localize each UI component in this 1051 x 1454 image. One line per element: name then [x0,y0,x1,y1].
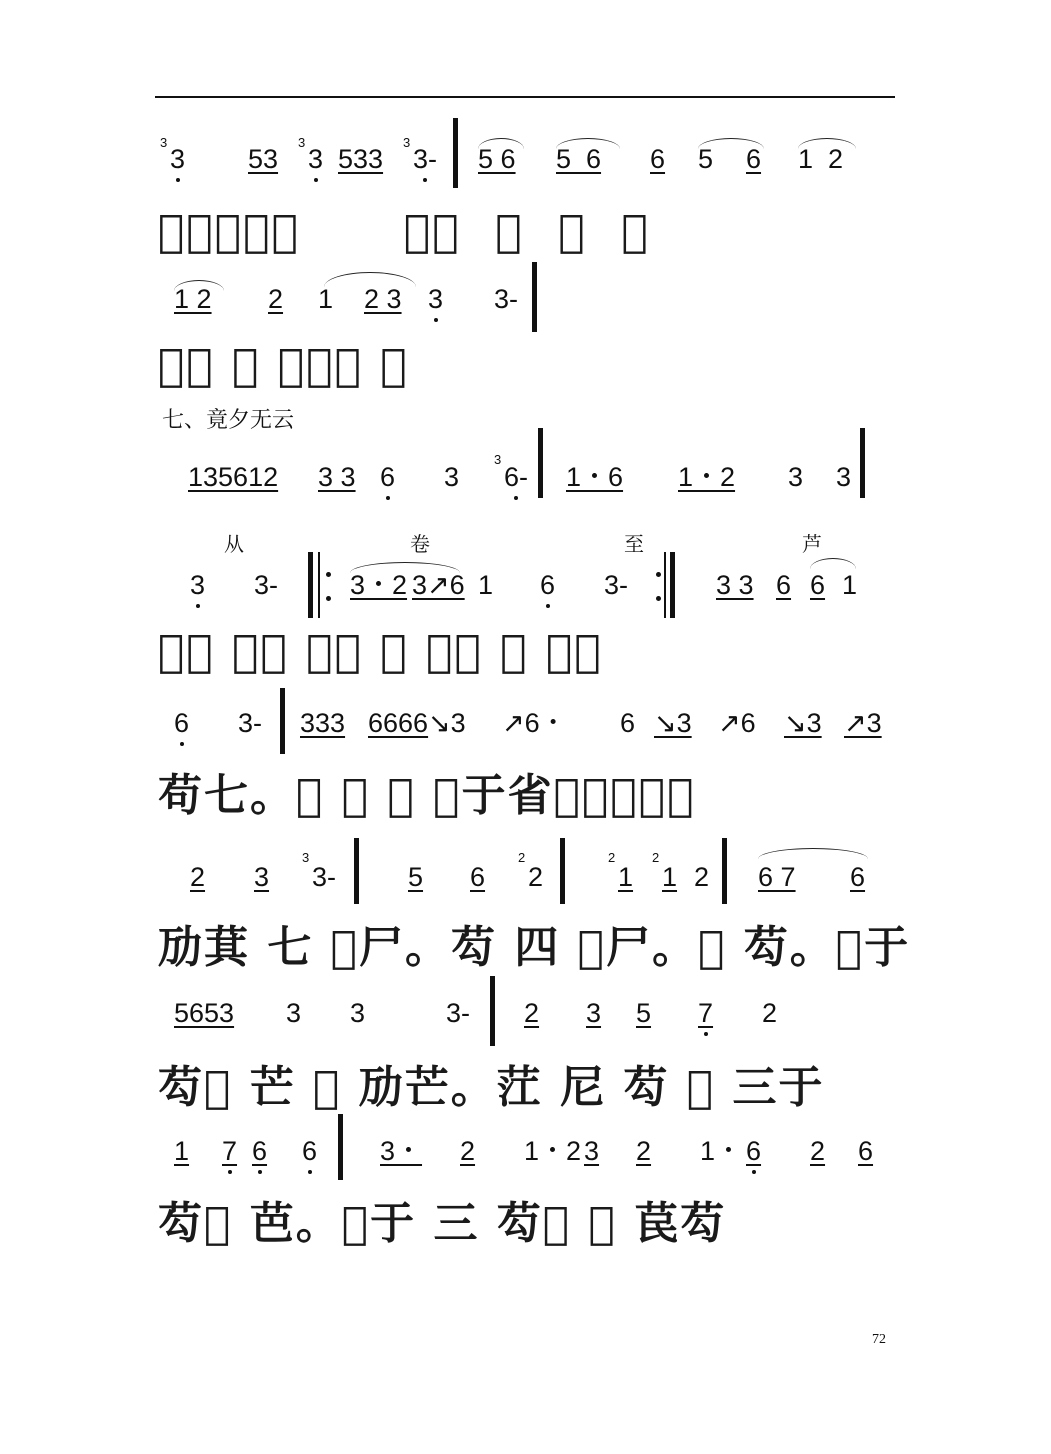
note: 5 6 [556,144,602,174]
grace-note: 3 [298,135,306,150]
note: ↗6・ [502,708,567,738]
note: 3- [238,708,263,738]
note: 3 [836,462,852,492]
note: 6 [252,1136,268,1166]
note: 3 [286,998,302,1028]
note: 2 [528,862,544,892]
barline [532,262,537,332]
note: 3 [350,998,366,1028]
note: 53 [248,144,279,174]
note: 6 [540,570,556,600]
note: 3・2 [350,570,408,600]
barline [490,976,495,1046]
note: 1 [174,1136,190,1166]
note: 3↗6 [412,570,465,600]
grace-note: 3 [403,135,411,150]
note: 2 [524,998,540,1028]
note: ↘3 [654,708,692,738]
slur [810,558,856,569]
note: 3- [446,998,471,1028]
note: 1・2 [524,1136,582,1166]
note: 2 [762,998,778,1028]
note: 6 [850,862,866,892]
slur [758,848,868,859]
tablature-row: 苟七。𫝒 𫝒 𫝒 𫆨于省𫆨𫝒𫆨𫝒𫆨 [158,770,696,821]
barline [722,838,727,904]
note: 3 [308,144,324,174]
note: 3- [254,570,279,600]
repeat-dot [326,596,331,601]
grace-note: 3 [160,135,168,150]
note: ↘3 [428,708,466,738]
lyric: 卷 [410,532,430,556]
note: 6 [302,1136,318,1166]
note: 1・6 [566,462,624,492]
note: 3 [428,284,444,314]
note: 6 [858,1136,874,1166]
note: 2 [636,1136,652,1166]
lyric: 至 [624,532,644,556]
note: 1 [318,284,334,314]
repeat-dot [326,572,331,577]
barline [560,838,565,904]
note: 3 [254,862,270,892]
note: 6 [810,570,826,600]
note: 1 2 [798,144,844,174]
section-title: 七、竟夕无云 [162,408,295,433]
note: 2 [810,1136,826,1166]
lyric: 从 [224,532,244,556]
note: 6 [650,144,666,174]
barline [860,428,865,498]
tablature-row: 芶𫝒 芒 𫝒 劢芒。茳 尼 芶 𫇸 三于 [158,1062,825,1113]
tablature-row: 𫆨㐌 勻 𫆨㕿㖹 芢 [158,340,409,391]
grace-note: 2 [518,850,526,865]
note: 6 [746,1136,762,1166]
note: 3 [788,462,804,492]
barline [354,838,359,904]
note: 3 3 [716,570,754,600]
note: 1 [478,570,494,600]
grace-note: 2 [608,850,616,865]
note: 533 [338,144,384,174]
grace-note: 3 [302,850,310,865]
note: 5653 [174,998,235,1028]
note: 5 [636,998,652,1028]
note: 3 [170,144,186,174]
note: 5 [408,862,424,892]
note: 7 [222,1136,238,1166]
note: 6- [504,462,529,492]
note: 1 2 [174,284,212,314]
note: 333 [300,708,346,738]
note: 3 3 [318,462,356,492]
header-rule [155,96,895,98]
note: ↗6 [718,708,756,738]
note: ↗3 [844,708,882,738]
note: 2 [694,862,710,892]
note: 1・2 [678,462,736,492]
tablature-row: 劢萁 七 𫝒尸。芶 四 𫝒尸。𫝒 芶。𫆨于 [158,922,911,973]
repeat-start-thin [318,552,320,618]
repeat-dot [656,572,661,577]
note: 6 [380,462,396,492]
lyric: 芦 [802,532,822,556]
grace-note: 2 [652,850,660,865]
repeat-end-barline [670,552,675,618]
grace-note: 3 [494,452,502,467]
note: 1・ [700,1136,743,1166]
note: 6 [470,862,486,892]
note: 7 [698,998,714,1028]
note: 1 [662,862,678,892]
note: 3 [584,1136,600,1166]
note: 3- [604,570,629,600]
note: 3- [494,284,519,314]
note: 2 [190,862,206,892]
tablature-row: 𫁵㕖。㕗。 𫀺𢆮 𣱉 𢆮 𫆨 [158,206,650,257]
note: 3 [586,998,602,1028]
note: ↘3 [784,708,822,738]
repeat-end-thin [664,552,666,618]
note: 135612 [188,462,279,492]
note: 6666 [368,708,429,738]
note: 3- [312,862,337,892]
note: 5 [698,144,714,174]
repeat-dot [656,596,661,601]
tablature-row: 𫝒芭 𫇸𢍏 𫆨亡 苟 七省 𫝒 𫆨亡 [158,626,603,677]
note: 2 [460,1136,476,1166]
barline [453,118,458,188]
page-number: 72 [872,1332,886,1347]
note: 2 [268,284,284,314]
tablature-row: 芶𫝒 芭。𫝒于 三 芶𫝒 𫝒 苠芶 [158,1198,727,1249]
note: 6 [746,144,762,174]
note: 6 [174,708,190,738]
note: 3・ [380,1136,423,1166]
note: 1 [842,570,858,600]
note: 6 7 [758,862,796,892]
barline [538,428,543,498]
repeat-start-barline [308,552,313,618]
note: 3- [413,144,438,174]
note: 3 [190,570,206,600]
note: 3 [444,462,460,492]
note: 5 6 [478,144,516,174]
barline [280,688,285,754]
note: 1 [618,862,634,892]
note: 2 3 [364,284,402,314]
note: 6 [776,570,792,600]
note: 6 [620,708,636,738]
barline [338,1114,343,1180]
